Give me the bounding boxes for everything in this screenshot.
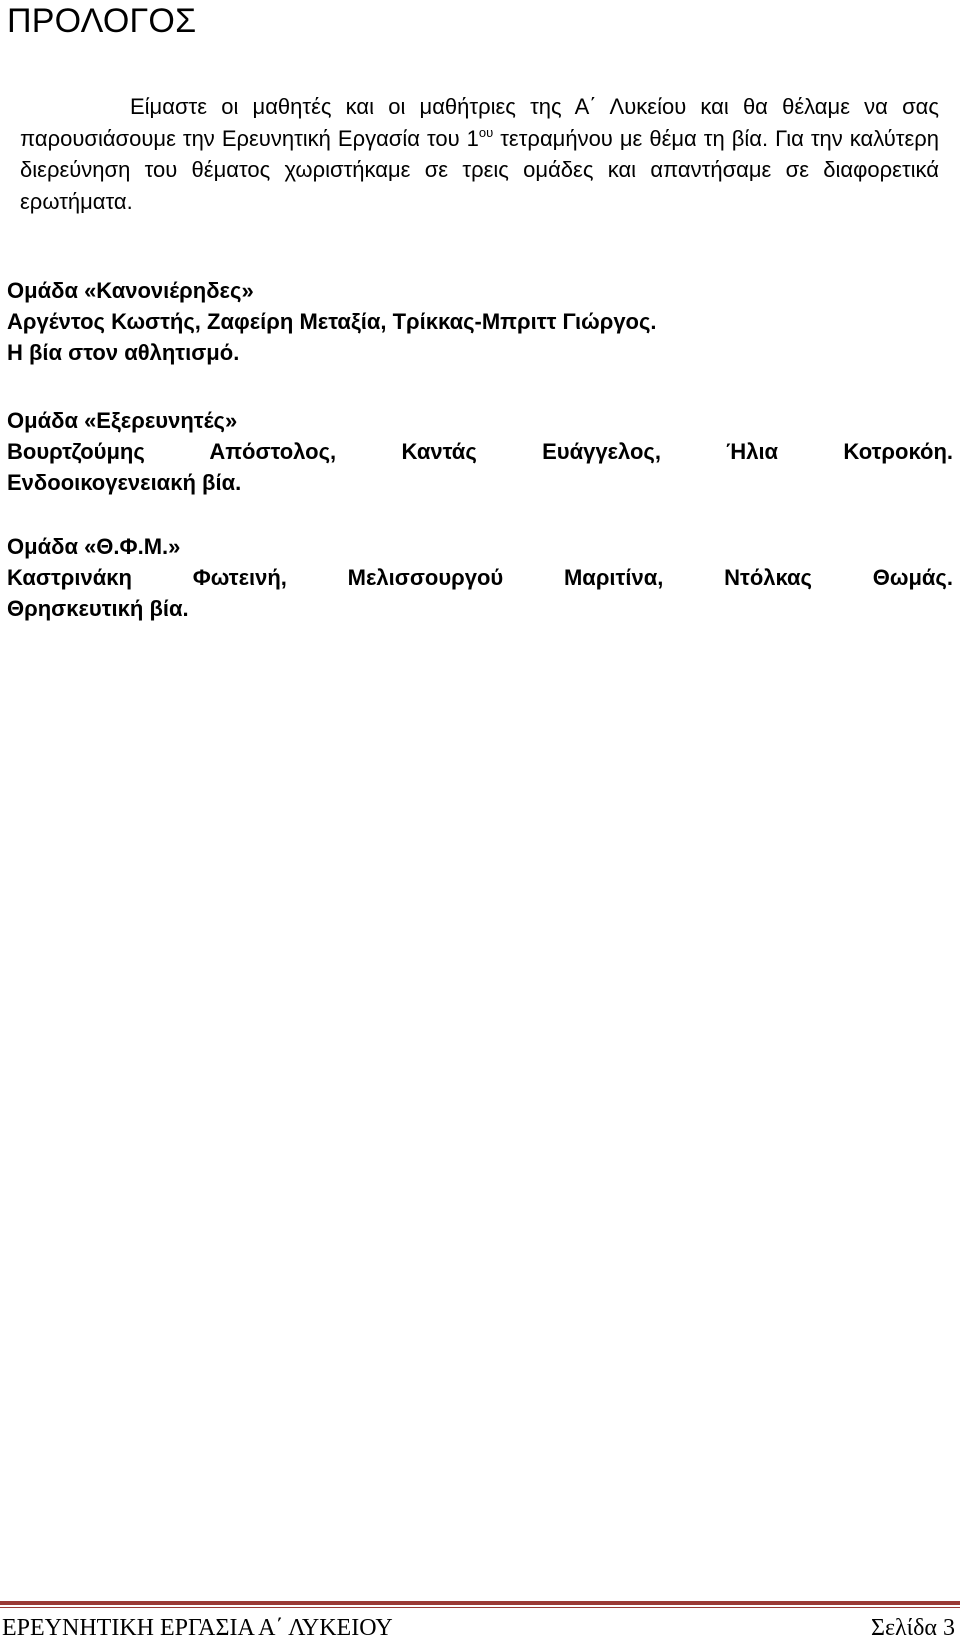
page-footer bbox=[2, 1612, 955, 1645]
footer-rule-thick bbox=[0, 1601, 960, 1605]
team-name: Ομάδα «Θ.Φ.Μ.» bbox=[7, 534, 181, 559]
intro-superscript: ου bbox=[478, 124, 494, 140]
footer-page-number: Σελίδα 3 bbox=[870, 1615, 955, 1641]
footer-rule-thin bbox=[0, 1607, 960, 1608]
footer-document-title: ΕΡΕΥΝΗΤΙΚΗ ΕΡΓΑΣΙΑ Α΄ ΛΥΚΕΙΟΥ bbox=[2, 1615, 393, 1641]
team-topic: Η βία στον αθλητισμό. bbox=[7, 340, 240, 365]
team-members: Καστρινάκη Φωτεινή, Μελισσουργού Μαριτίνα, Ντόλκας Θωμάς. bbox=[7, 565, 953, 590]
intro-text-start: Είμαστε οι μαθητές και οι μαθήτριες της Α΄ Λυκείου και θα θέλαμε να σας παρουσιάσουμε την Ερευνητική Εργασία του 1 bbox=[20, 94, 939, 151]
team-name: Ομάδα «Κανονιέρηδες» bbox=[7, 278, 254, 303]
intro-text-end: τετραμήνου με θέμα τη βία. Για την καλύτερη διερεύνηση του θέματος χωριστήκαμε σε τρεις ομάδες και απαντήσαμε σε διαφορετικά ερωτήματα. bbox=[20, 125, 940, 214]
team-section-kanonieridhes bbox=[7, 275, 953, 368]
page-title: ΠΡΟΛΟΓΟΣ bbox=[7, 2, 197, 40]
team-topic: Ενδοοικογενειακή βία. bbox=[7, 470, 242, 495]
team-section-exereunites bbox=[7, 405, 953, 498]
team-name: Ομάδα «Εξερευνητές» bbox=[7, 408, 238, 433]
team-members: Βουρτζούμης Απόστολος, Καντάς Ευάγγελος, Ήλια Κοτροκόη. bbox=[7, 439, 953, 464]
team-members: Αργέντος Κωστής, Ζαφείρη Μεταξία, Τρίκκας-Μπριττ Γιώργος. bbox=[7, 309, 657, 334]
team-section-thfm bbox=[7, 531, 953, 624]
intro-paragraph bbox=[20, 91, 939, 217]
team-topic: Θρησκευτική βία. bbox=[7, 596, 189, 621]
